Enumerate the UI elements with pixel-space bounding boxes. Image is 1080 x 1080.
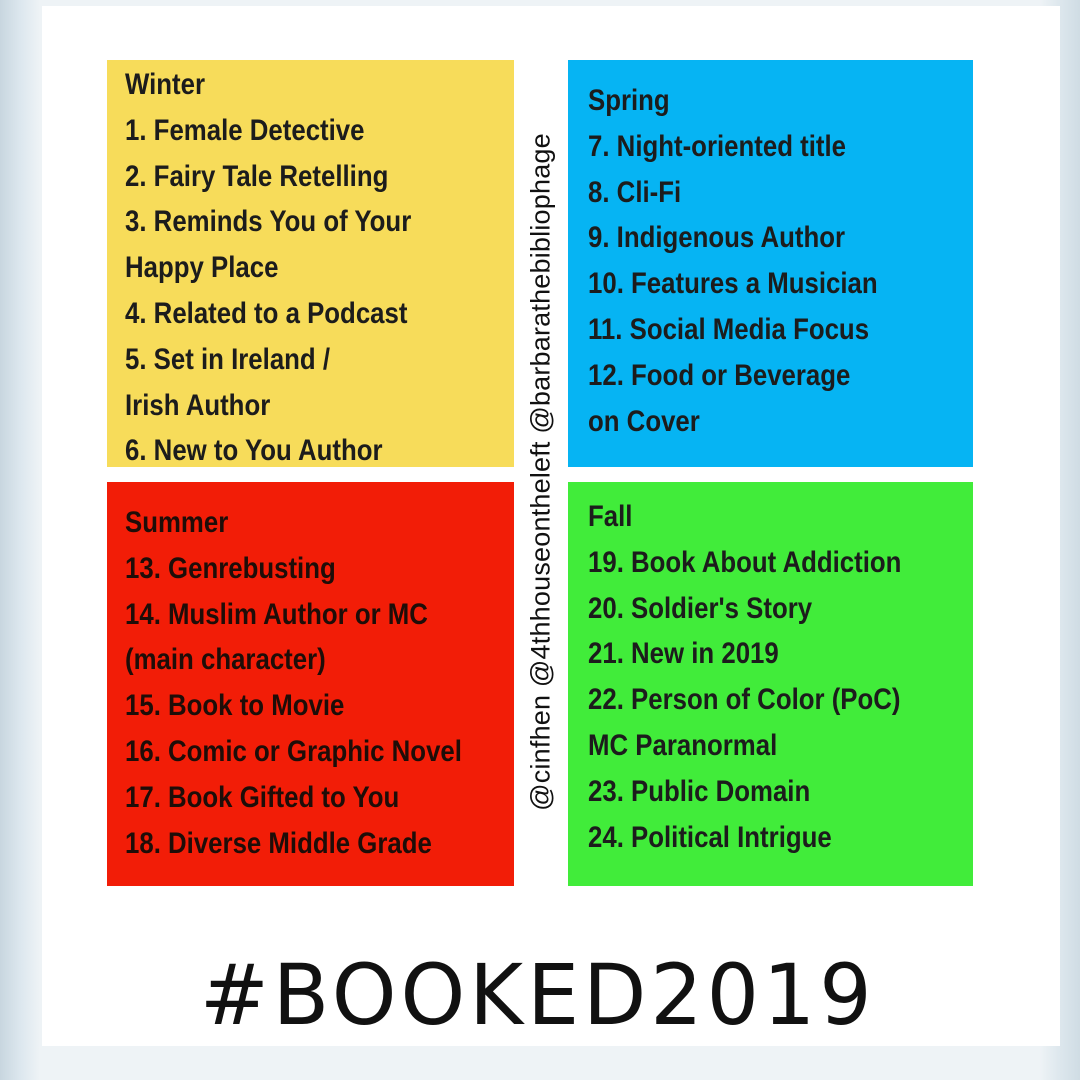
fall-item: 23. Public Domain: [588, 774, 811, 808]
fall-item: 19. Book About Addiction: [588, 545, 902, 579]
spring-heading: Spring: [588, 84, 670, 117]
fall-quadrant: [568, 482, 973, 886]
hashtag-text: #BOOKED2019: [200, 946, 876, 1044]
spring-item: 7. Night-oriented title: [588, 129, 846, 163]
spring-item: 9. Indigenous Author: [588, 221, 846, 255]
spring-quadrant: [568, 60, 973, 467]
winter-item: 3. Reminds You of Your: [125, 205, 412, 239]
winter-item: Happy Place: [125, 251, 279, 285]
winter-list: [125, 62, 411, 467]
winter-item: 1. Female Detective: [125, 113, 365, 147]
fall-item: MC Paranormal: [588, 728, 778, 762]
summer-item: 14. Muslim Author or MC: [125, 597, 428, 631]
spring-item: 12. Food or Beverage: [588, 358, 851, 392]
fall-item: 22. Person of Color (PoC): [588, 683, 901, 717]
fall-list: [588, 494, 901, 860]
winter-heading: Winter: [125, 68, 206, 101]
summer-item: 17. Book Gifted to You: [125, 780, 400, 814]
winter-item: 6. New to You Author: [125, 434, 383, 467]
summer-item: 13. Genrebusting: [125, 551, 336, 585]
summer-quadrant: [107, 482, 514, 886]
creator-credits-text: @cinfhen @4thhouseontheleft @barbarathebibliophage: [525, 133, 556, 811]
summer-list: [125, 500, 462, 866]
hashtag-title: [0, 946, 1080, 1044]
fall-item: 20. Soldier's Story: [588, 591, 813, 625]
fall-item: 24. Political Intrigue: [588, 820, 832, 854]
winter-quadrant: [107, 60, 514, 467]
winter-item: 4. Related to a Podcast: [125, 296, 408, 330]
spring-list: [588, 78, 878, 444]
winter-item: Irish Author: [125, 388, 271, 422]
summer-item: 15. Book to Movie: [125, 689, 345, 723]
summer-item: 18. Diverse Middle Grade: [125, 826, 432, 860]
summer-item: 16. Comic or Graphic Novel: [125, 734, 462, 768]
spring-item: 11. Social Media Focus: [588, 312, 870, 346]
fall-item: 21. New in 2019: [588, 637, 779, 671]
winter-item: 5. Set in Ireland /: [125, 342, 331, 376]
spring-item: on Cover: [588, 404, 700, 438]
spring-item: 10. Features a Musician: [588, 267, 878, 301]
summer-heading: Summer: [125, 506, 229, 539]
summer-item: (main character): [125, 643, 326, 677]
winter-item: 2. Fairy Tale Retelling: [125, 159, 389, 193]
fall-heading: Fall: [588, 500, 633, 533]
spring-item: 8. Cli-Fi: [588, 175, 682, 209]
